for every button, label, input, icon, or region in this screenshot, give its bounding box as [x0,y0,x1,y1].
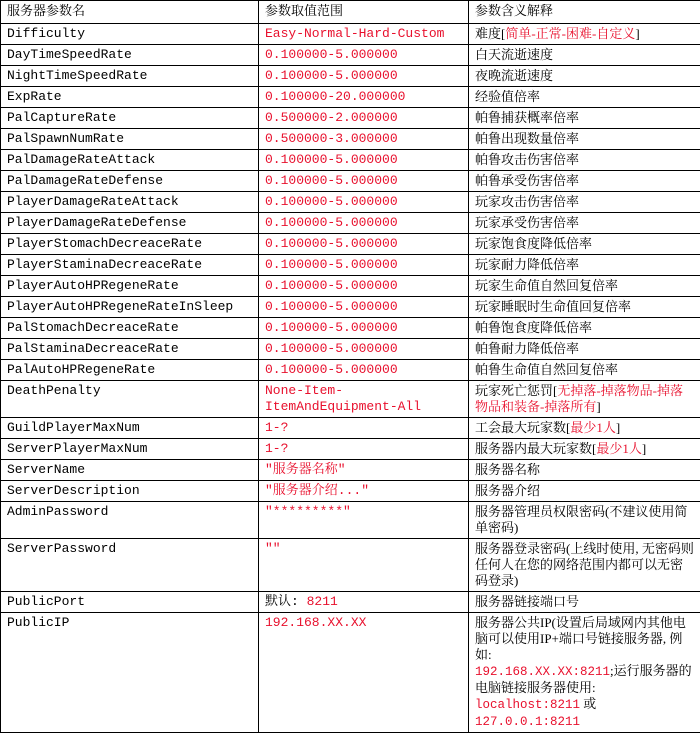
param-name: PalCaptureRate [1,108,259,129]
param-desc [469,418,700,439]
param-name: PlayerDamageRateAttack [1,192,259,213]
param-desc: 玩家攻击伤害倍率 [469,192,700,213]
desc-example-loopback: 127.0.0.1:8211 [475,715,580,729]
range-label: 默认: [265,594,307,609]
param-name: ExpRate [1,87,259,108]
desc-example-lan: 192.168.XX.XX:8211 [475,665,610,679]
param-name: PalDamageRateAttack [1,150,259,171]
param-name: PublicIP [1,613,259,733]
table-row [1,539,700,592]
desc-highlight: 最少1人 [570,420,616,435]
table-row [1,360,700,381]
desc-text: 难度[ [475,26,505,41]
desc-tail: ] [642,441,646,456]
param-name: DayTimeSpeedRate [1,45,259,66]
param-range: None-Item-ItemAndEquipment-All [259,381,469,418]
table-row [1,66,700,87]
table-row [1,502,700,539]
table-row [1,255,700,276]
param-desc: 帕鲁耐力降低倍率 [469,339,700,360]
desc-example-localhost: localhost:8211 [475,698,580,712]
desc-text: 玩家死亡惩罚[ [475,383,557,398]
param-name: NightTimeSpeedRate [1,66,259,87]
table-row [1,381,700,418]
param-range: 0.100000-5.000000 [259,297,469,318]
param-range: 0.100000-5.000000 [259,45,469,66]
desc-text: 服务器内最大玩家数[ [475,441,596,456]
param-name: PlayerDamageRateDefense [1,213,259,234]
desc-highlight: 无掉落-掉落物品-掉落物品和装备-掉落所有 [475,383,683,414]
param-desc: 服务器链接端口号 [469,592,700,613]
range-value: 8211 [307,594,338,609]
param-name: PlayerStomachDecreaceRate [1,234,259,255]
param-name: PalStomachDecreaceRate [1,318,259,339]
param-desc: 经验值倍率 [469,87,700,108]
param-desc: 玩家耐力降低倍率 [469,255,700,276]
param-range: 0.100000-20.000000 [259,87,469,108]
table-row [1,297,700,318]
param-range: 0.100000-5.000000 [259,171,469,192]
table-row [1,150,700,171]
table-row [1,213,700,234]
param-name: GuildPlayerMaxNum [1,418,259,439]
column-header-name: 服务器参数名 [1,1,259,24]
param-desc: 玩家饱食度降低倍率 [469,234,700,255]
desc-highlight: 简单-正常-困难-自定义 [505,26,635,41]
param-range: 0.100000-5.000000 [259,192,469,213]
param-name: ServerPlayerMaxNum [1,439,259,460]
param-desc: 帕鲁攻击伤害倍率 [469,150,700,171]
table-row [1,171,700,192]
table-row [1,318,700,339]
table-row [1,192,700,213]
param-range: "*********" [259,502,469,539]
desc-tail: ] [616,420,620,435]
param-name: DeathPenalty [1,381,259,418]
param-desc: 帕鲁出现数量倍率 [469,129,700,150]
table-row [1,108,700,129]
desc-tail: ] [635,26,639,41]
param-name: PublicPort [1,592,259,613]
desc-highlight: 最少1人 [596,441,642,456]
table-row [1,339,700,360]
param-range [259,592,469,613]
table-body [1,24,700,733]
table-row [1,129,700,150]
desc-text: 工会最大玩家数[ [475,420,570,435]
param-range: 1-? [259,418,469,439]
param-desc: 白天流逝速度 [469,45,700,66]
param-range: 0.100000-5.000000 [259,360,469,381]
param-name: ServerDescription [1,481,259,502]
table-row [1,276,700,297]
param-range: 0.100000-5.000000 [259,150,469,171]
table-row [1,613,700,733]
param-range: 0.100000-5.000000 [259,213,469,234]
param-range: 192.168.XX.XX [259,613,469,733]
param-name: PlayerStaminaDecreaceRate [1,255,259,276]
param-name: ServerName [1,460,259,481]
param-range: 0.500000-2.000000 [259,108,469,129]
param-range: "服务器名称" [259,460,469,481]
table-row [1,439,700,460]
param-range: 1-? [259,439,469,460]
param-range: 0.100000-5.000000 [259,276,469,297]
param-desc: 帕鲁承受伤害倍率 [469,171,700,192]
column-header-range: 参数取值范围 [259,1,469,24]
table-header-row [1,1,700,24]
param-desc: 帕鲁生命值自然回复倍率 [469,360,700,381]
param-desc: 玩家生命值自然回复倍率 [469,276,700,297]
param-name: ServerPassword [1,539,259,592]
param-range: Easy-Normal-Hard-Custom [259,24,469,45]
param-desc: 服务器登录密码(上线时使用, 无密码则任何人在您的网络范围内都可以无密码登录) [469,539,700,592]
column-header-desc: 参数含义解释 [469,1,700,24]
param-desc: 服务器介绍 [469,481,700,502]
param-name: PalDamageRateDefense [1,171,259,192]
param-name: PalSpawnNumRate [1,129,259,150]
table-row [1,87,700,108]
param-range: "服务器介绍..." [259,481,469,502]
param-desc: 服务器管理员权限密码(不建议使用简单密码) [469,502,700,539]
param-desc: 帕鲁饱食度降低倍率 [469,318,700,339]
param-range: 0.100000-5.000000 [259,66,469,87]
param-name: PalAutoHPRegeneRate [1,360,259,381]
param-name: AdminPassword [1,502,259,539]
table-row [1,592,700,613]
param-range: "" [259,539,469,592]
table-row [1,24,700,45]
table-row [1,234,700,255]
table-row [1,45,700,66]
param-name: PlayerAutoHPRegeneRateInSleep [1,297,259,318]
param-range: 0.100000-5.000000 [259,255,469,276]
desc-tail: ] [596,399,600,414]
desc-part-1: 服务器公共IP(设置后局域网内其他电脑可以使用IP+端口号链接服务器, 例如: [475,615,686,662]
param-name: PalStaminaDecreaceRate [1,339,259,360]
param-desc: 玩家睡眠时生命值回复倍率 [469,297,700,318]
param-range: 0.100000-5.000000 [259,234,469,255]
param-range: 0.100000-5.000000 [259,318,469,339]
param-desc [469,439,700,460]
param-desc [469,613,700,733]
param-desc: 服务器名称 [469,460,700,481]
table-row [1,460,700,481]
param-desc: 帕鲁捕获概率倍率 [469,108,700,129]
table-row [1,418,700,439]
param-name: PlayerAutoHPRegeneRate [1,276,259,297]
desc-part-3: 或 [580,696,596,711]
param-desc [469,24,700,45]
param-desc: 玩家承受伤害倍率 [469,213,700,234]
param-desc [469,381,700,418]
param-name: Difficulty [1,24,259,45]
param-range: 0.500000-3.000000 [259,129,469,150]
table-row [1,481,700,502]
param-desc: 夜晚流逝速度 [469,66,700,87]
param-range: 0.100000-5.000000 [259,339,469,360]
desc-part-2: ;运行服务器的电脑链接服务器使用: [475,663,692,695]
